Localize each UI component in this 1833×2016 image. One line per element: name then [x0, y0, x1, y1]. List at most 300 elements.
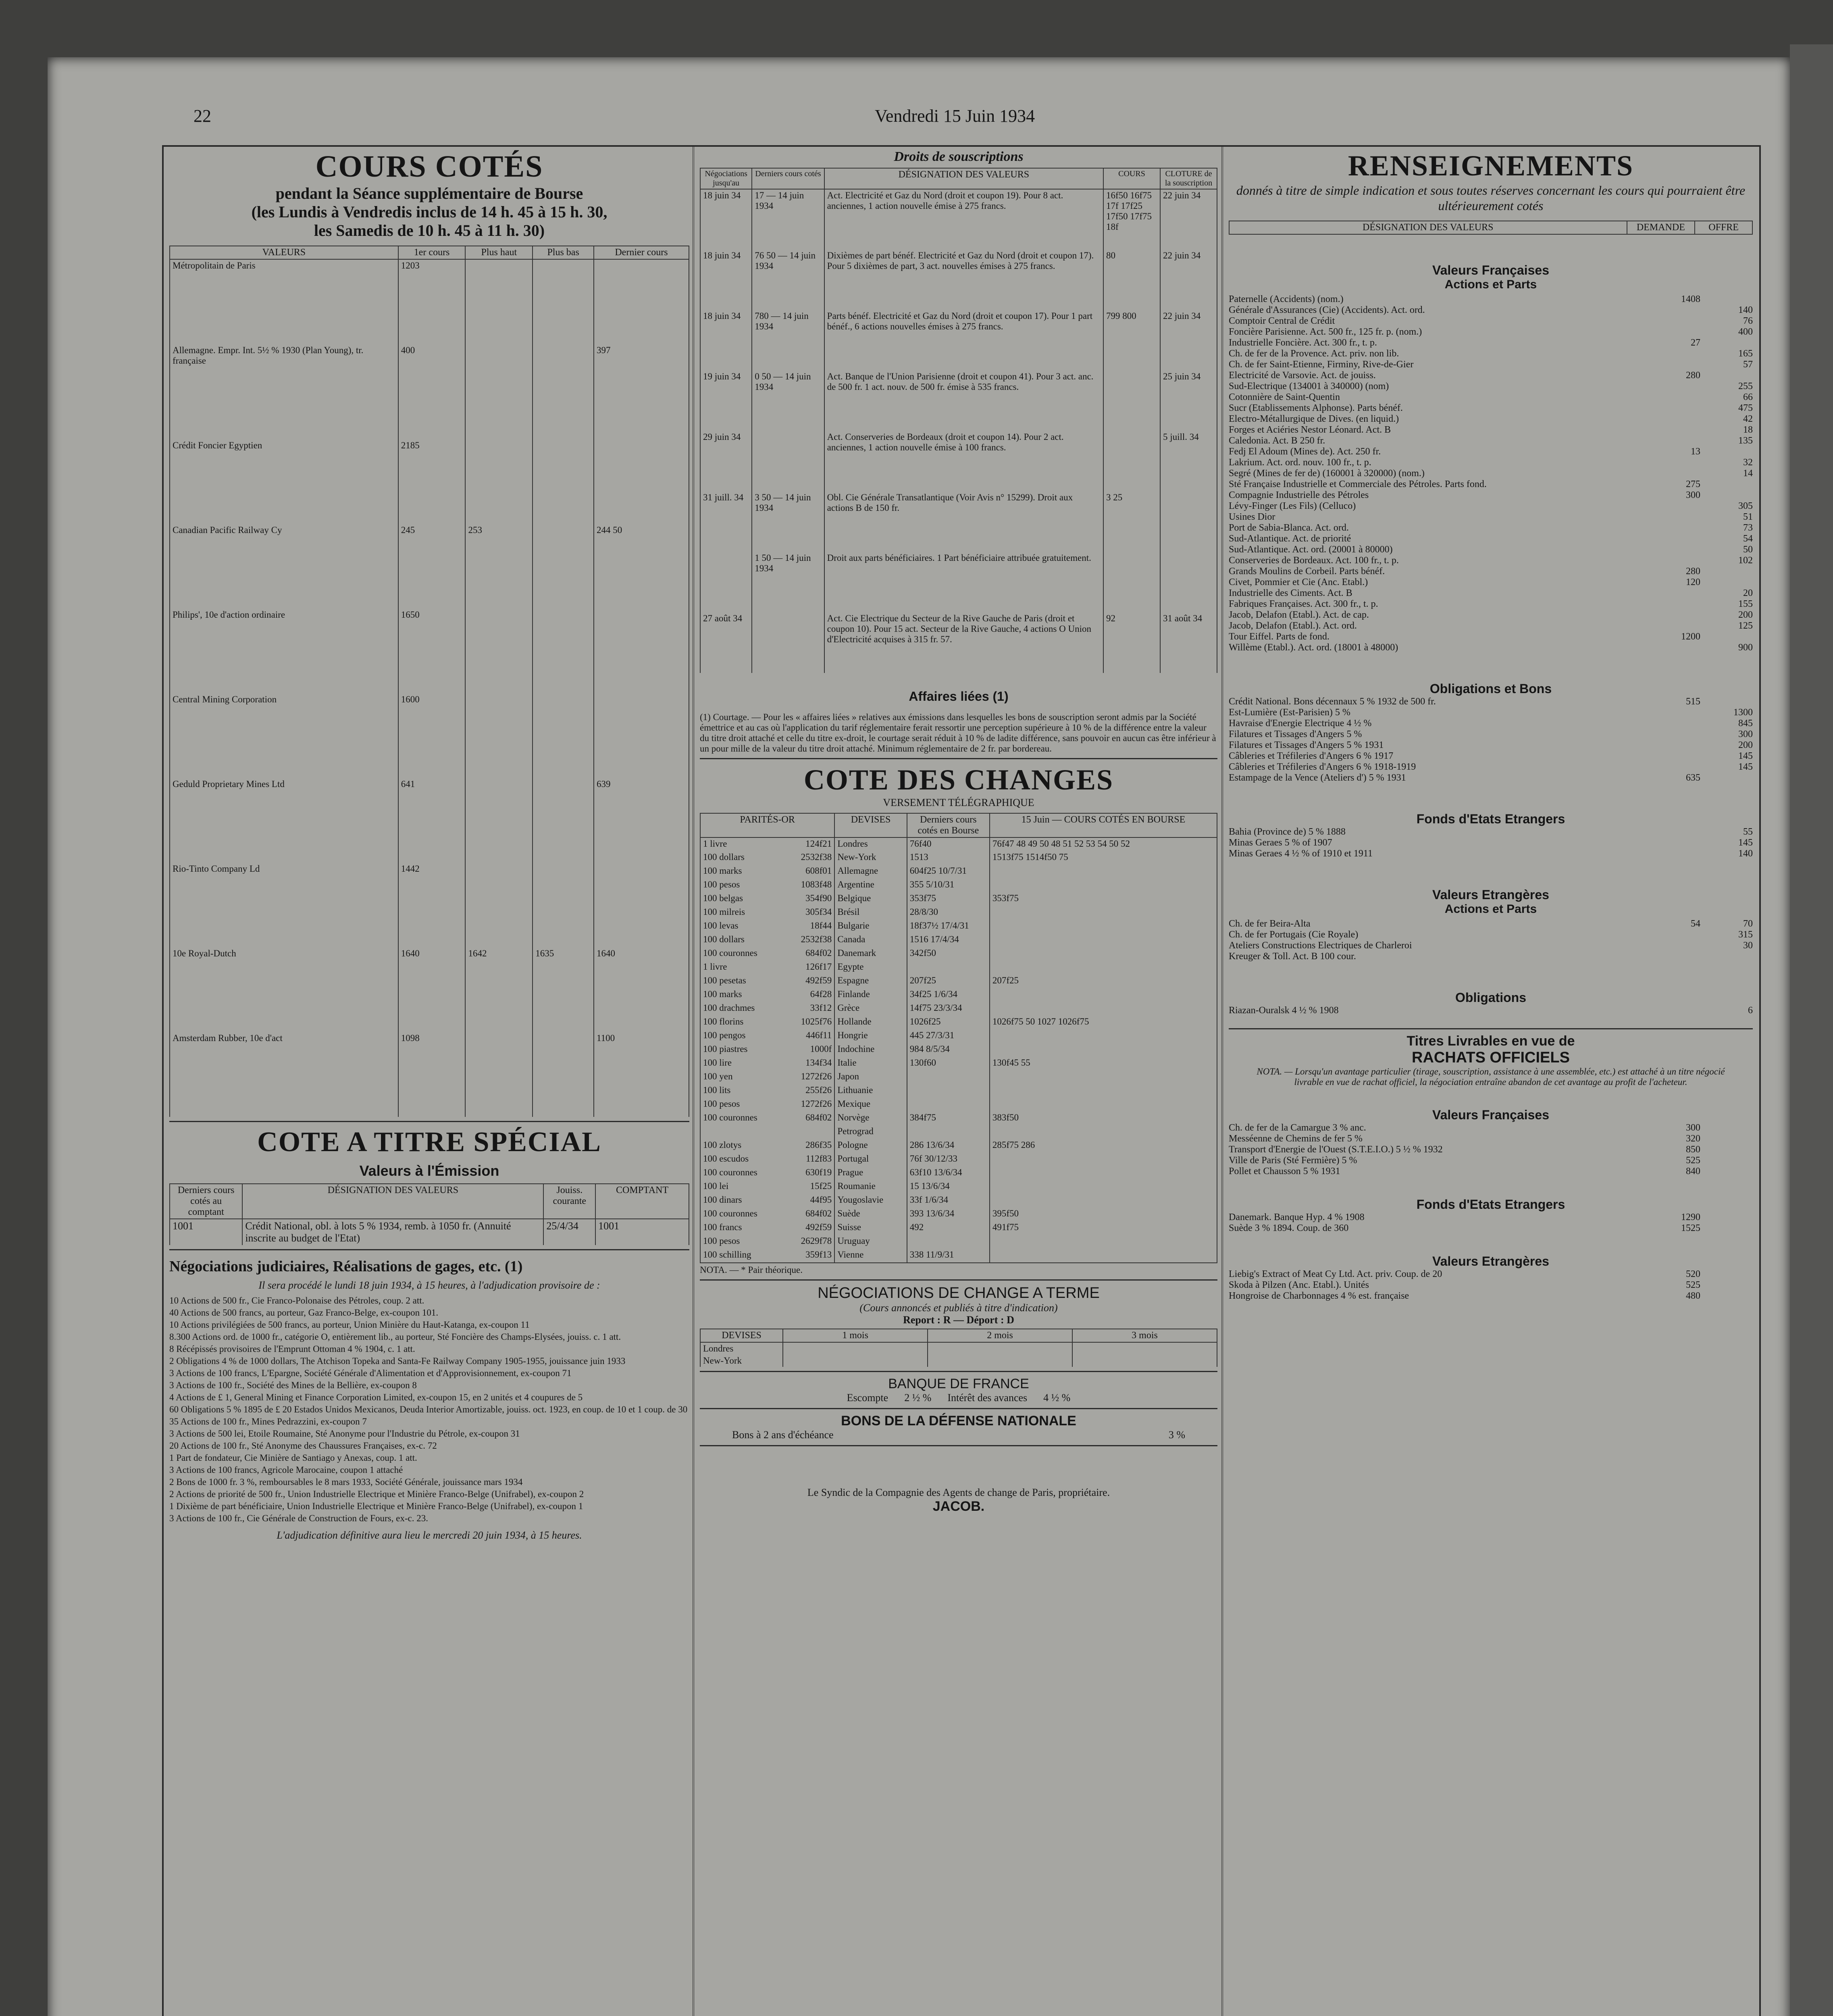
- section-row: [1229, 305, 1753, 316]
- changes-parite-value: 2532f38: [801, 852, 832, 862]
- row-demande: 275: [1686, 479, 1700, 489]
- changes-cell-4: 76f47 48 49 50 48 51 52 53 54 50 52: [990, 837, 1217, 851]
- changes-cell-2: Hollande: [834, 1016, 907, 1029]
- row-offre: [1700, 1269, 1753, 1280]
- rachats-title-1: Titres Livrables en vue de: [1406, 1033, 1575, 1049]
- changes-cell-parite: [700, 892, 834, 906]
- changes-cell-3: 286 13/6/34: [907, 1139, 990, 1153]
- changes-parite-unit: 100 pesos: [703, 1236, 740, 1246]
- row-offre: 18: [1743, 425, 1753, 435]
- droits-col-cloture: CLOTURE de la souscription: [1160, 168, 1217, 189]
- droits-cell-cloture: 25 juin 34: [1160, 371, 1217, 431]
- row-demande: [1640, 621, 1700, 631]
- row-offre: [1700, 1212, 1753, 1223]
- row-offre: 135: [1738, 435, 1753, 446]
- cours-cotes-cell-last: 244 50: [594, 524, 689, 536]
- row-offre: [1700, 773, 1753, 783]
- row-name: Ch. de fer de la Provence. Act. priv. non lib.: [1229, 348, 1399, 359]
- droits-cell-last: 17 — 14 juin 1934: [752, 189, 824, 250]
- row-demande: 280: [1686, 566, 1700, 577]
- negociation-item: 3 Actions de 100 fr., Société des Mines de la Bellière, ex-coupon 8: [169, 1380, 417, 1390]
- changes-cell-3: 353f75: [907, 892, 990, 906]
- row-offre: [1700, 1155, 1753, 1166]
- section-row: [1229, 918, 1753, 929]
- section-title: Fonds d'Etats Etrangers: [1416, 812, 1565, 826]
- row-demande: 300: [1686, 490, 1700, 500]
- cours-cotes-spacer: [170, 272, 689, 284]
- cours-cotes-spacer: [170, 585, 689, 597]
- changes-parite-value: 2532f38: [801, 934, 832, 944]
- cours-cotes-cell-first: 641: [398, 778, 466, 790]
- droits-row: [700, 371, 1217, 431]
- changes-cell-2: Roumanie: [834, 1180, 907, 1194]
- row-demande: [1640, 951, 1700, 962]
- changes-cell-3: 445 27/3/31: [907, 1029, 990, 1043]
- changes-cell-3: [907, 1070, 990, 1084]
- row-demande: [1640, 707, 1700, 718]
- emission-last: 1001: [170, 1219, 242, 1245]
- terme-subtitle: (Cours annoncés et publiés à titre d'indication): [859, 1302, 1058, 1314]
- changes-parite-value: 684f02: [805, 948, 832, 958]
- changes-row: [700, 1084, 1217, 1098]
- section-row: [1229, 1144, 1753, 1155]
- cours-cotes-cell-high: [465, 1032, 533, 1044]
- row-demande: 120: [1686, 577, 1700, 587]
- row-demande: 27: [1691, 337, 1700, 348]
- changes-cell-2: Yougoslavie: [834, 1194, 907, 1208]
- row-name: Tour Eiffel. Parts de fond.: [1229, 631, 1329, 642]
- cours-cotes-spacer: [170, 790, 689, 802]
- row-offre: 200: [1738, 740, 1753, 750]
- row-name: Sud-Atlantique. Act. ord. (20001 à 80000): [1229, 544, 1393, 555]
- changes-cell-3: [907, 1235, 990, 1249]
- row-offre: [1700, 951, 1753, 962]
- row-offre: 300: [1738, 729, 1753, 739]
- changes-cell-3: 338 11/9/31: [907, 1249, 990, 1262]
- row-demande: [1640, 940, 1700, 951]
- changes-cell-2: Canada: [834, 933, 907, 947]
- changes-cell-2: Allemagne: [834, 865, 907, 879]
- cours-cotes-cell-name: Central Mining Corporation: [170, 694, 398, 706]
- cours-cotes-cell-name: Rio-Tinto Company Ld: [170, 863, 398, 875]
- row-offre: 66: [1743, 392, 1753, 402]
- changes-parite-value: 492f59: [805, 975, 832, 985]
- cours-cotes-spacer: [170, 500, 689, 512]
- changes-parite-value: 354f90: [805, 893, 832, 903]
- changes-row: [700, 906, 1217, 920]
- row-offre: 145: [1738, 751, 1753, 761]
- affaires-liees: Affaires liées (1): [909, 689, 1009, 704]
- changes-cell-2: Petrograd: [834, 1125, 907, 1139]
- changes-cell-parite: [700, 865, 834, 879]
- changes-cell-3: 1516 17/4/34: [907, 933, 990, 947]
- changes-cell-parite: [700, 906, 834, 920]
- row-name: Caledonia. Act. B 250 fr.: [1229, 435, 1325, 446]
- section-row: [1229, 381, 1753, 392]
- cours-cotes-spacer: [170, 911, 689, 923]
- row-offre: 32: [1743, 457, 1753, 468]
- changes-cell-parite: [700, 1125, 834, 1139]
- cours-cotes-subtitle3: les Samedis de 10 h. 45 à 11 h. 30): [314, 221, 545, 240]
- changes-row: [700, 1029, 1217, 1043]
- row-offre: 305: [1738, 501, 1753, 511]
- section-row: [1229, 729, 1753, 740]
- section-row: [1229, 501, 1753, 512]
- changes-row: [700, 933, 1217, 947]
- cours-cotes-cell-first: 1650: [398, 609, 466, 621]
- row-demande: 520: [1686, 1269, 1700, 1279]
- row-offre: [1700, 294, 1753, 305]
- row-name: Estampage de la Vence (Ateliers d') 5 % 1931: [1229, 773, 1406, 783]
- negociation-item: 8.300 Actions ord. de 1000 fr., catégorie O, entièrement lib., au porteur, Sté Foncière des Champs-Elysées, jouiss. c. 1 att.: [169, 1332, 621, 1342]
- cours-cotes-spacer: [170, 851, 689, 863]
- changes-row: [700, 1070, 1217, 1084]
- changes-row: [700, 1166, 1217, 1180]
- negociations-outro: L'adjudication définitive aura lieu le mercredi 20 juin 1934, à 15 heures.: [277, 1529, 582, 1541]
- changes-row: [700, 837, 1217, 851]
- changes-cell-parite: [700, 1016, 834, 1029]
- cours-cotes-cell-high: [465, 439, 533, 452]
- changes-cell-parite: [700, 851, 834, 865]
- section-row: [1229, 837, 1753, 848]
- section-row: [1229, 827, 1753, 837]
- column-divider-2: [1221, 146, 1223, 2016]
- changes-cell-parite: [700, 1057, 834, 1070]
- droits-cell-cours: 16f50 16f75 17f 17f25 17f50 17f75 18f: [1103, 189, 1160, 250]
- row-demande: [1640, 316, 1700, 327]
- row-offre: 20: [1743, 588, 1753, 598]
- cours-cotes-spacer: [170, 633, 689, 645]
- changes-parite-value: 134f34: [805, 1058, 832, 1068]
- changes-parite-unit: 100 dollars: [703, 934, 745, 944]
- section-row: [1229, 1005, 1753, 1016]
- section-row: [1229, 929, 1753, 940]
- negociation-item: 2 Bons de 1000 fr. 3 %, remboursables le 8 mars 1933, Société Générale, jouissance mars 1934: [169, 1477, 523, 1487]
- banque-escompte-label: Escompte: [847, 1392, 888, 1404]
- row-demande: [1640, 523, 1700, 533]
- changes-cell-4: [990, 1249, 1217, 1262]
- row-name: Forges et Aciéries Nestor Léonard. Act. B: [1229, 425, 1391, 435]
- changes-cell-parite: [700, 1180, 834, 1194]
- changes-parite-value: 255f26: [805, 1085, 832, 1095]
- changes-parite-value: 359f13: [805, 1250, 832, 1260]
- banque-rates: [700, 1392, 1217, 1404]
- cours-cotes-cell-first: 400: [398, 344, 466, 367]
- changes-cell-4: [990, 1029, 1217, 1043]
- cours-cotes-cell-low: [533, 524, 594, 536]
- row-demande: [1640, 392, 1700, 403]
- row-name: Industrielle des Ciments. Act. B: [1229, 588, 1352, 598]
- changes-cell-4: [990, 933, 1217, 947]
- section-title: Valeurs Etrangères: [1432, 1254, 1549, 1268]
- col-last: Dernier cours: [594, 246, 689, 259]
- row-demande: [1640, 533, 1700, 544]
- changes-cell-4: [990, 1166, 1217, 1180]
- changes-cell-parite: [700, 1221, 834, 1235]
- row-offre: 50: [1743, 544, 1753, 555]
- section-row: [1229, 610, 1753, 621]
- changes-cell-4: [990, 906, 1217, 920]
- row-offre: 475: [1738, 403, 1753, 413]
- row-demande: [1640, 729, 1700, 740]
- changes-cell-4: [990, 879, 1217, 892]
- changes-cell-parite: [700, 1112, 834, 1125]
- cours-cotes-spacer: [170, 415, 689, 427]
- cours-cotes-cell-last: 397: [594, 344, 689, 367]
- cours-cotes-row: [170, 344, 689, 367]
- changes-col-devise: DEVISES: [834, 813, 907, 837]
- row-demande: [1640, 327, 1700, 337]
- row-demande: 515: [1686, 696, 1700, 707]
- cours-cotes-cell-last: [594, 863, 689, 875]
- cours-cotes-spacer: [170, 296, 689, 308]
- negociations-title: Négociations judiciaires, Réalisations de gages, etc. (1): [169, 1258, 523, 1275]
- cours-cotes-cell-high: 253: [465, 524, 533, 536]
- changes-cell-4: [990, 961, 1217, 975]
- negociation-item: 10 Actions privilégiées de 500 francs, au porteur, Union Minière du Haut-Katanga, ex-coupon 11: [169, 1320, 530, 1330]
- changes-cell-parite: [700, 1166, 834, 1180]
- row-offre: 30: [1743, 940, 1753, 951]
- changes-cell-3: 342f50: [907, 947, 990, 961]
- cours-cotes-spacer: [170, 923, 689, 935]
- negociation-item: 3 Actions de 100 fr., Cie Générale de Construction de Fours, ex-c. 23.: [169, 1513, 428, 1523]
- cours-cotes-spacer: [170, 718, 689, 730]
- droits-cell-cloture: [1160, 552, 1217, 612]
- section-title: Valeurs Françaises: [1432, 263, 1549, 277]
- rens-col-offre: OFFRE: [1695, 221, 1752, 234]
- renseignements-body: [1229, 263, 1753, 1016]
- cours-cotes-cell-high: [465, 778, 533, 790]
- renseignements-header: [1229, 221, 1753, 235]
- section-row: [1229, 1123, 1753, 1133]
- negociation-item: 20 Actions de 100 fr., Sté Anonyme des Chaussures Françaises, ex-c. 72: [169, 1441, 437, 1451]
- droits-cell-last: 780 — 14 juin 1934: [752, 310, 824, 371]
- cours-cotes-cell-last: [594, 259, 689, 272]
- section: [1229, 681, 1753, 783]
- row-name: Skoda à Pilzen (Anc. Etabl.). Unités: [1229, 1280, 1369, 1290]
- col-valeurs: VALEURS: [170, 246, 398, 259]
- changes-col-last: Derniers cours cotés en Bourse: [907, 813, 990, 837]
- changes-cell-parite: [700, 1084, 834, 1098]
- changes-cell-4: [990, 988, 1217, 1002]
- changes-parite-value: 1025f76: [801, 1016, 832, 1027]
- cours-cotes-spacer: [170, 681, 689, 694]
- cours-cotes-cell-name: Canadian Pacific Railway Cy: [170, 524, 398, 536]
- row-demande: 300: [1686, 1123, 1700, 1133]
- cours-cotes-cell-low: [533, 863, 594, 875]
- changes-parite-value: 305f34: [805, 907, 832, 917]
- changes-table: [700, 813, 1217, 1262]
- section-row: [1229, 468, 1753, 479]
- row-demande: [1640, 544, 1700, 555]
- changes-parite-value: 492f59: [805, 1222, 832, 1232]
- negociation-item: 3 Actions de 500 lei, Etoile Roumaine, Sté Anonyme pour l'Industrie du Pétrole, ex-coupon 31: [169, 1429, 520, 1439]
- right-column: [1229, 149, 1753, 2016]
- changes-cell-3: [907, 961, 990, 975]
- section-row: [1229, 773, 1753, 783]
- changes-parite-unit: 1 livre: [703, 839, 727, 849]
- row-demande: [1640, 435, 1700, 446]
- row-name: Messéenne de Chemins de fer 5 %: [1229, 1133, 1363, 1144]
- cours-cotes-spacer: [170, 464, 689, 476]
- section-row: [1229, 425, 1753, 435]
- droits-cell-last: [752, 431, 824, 492]
- row-name: Pollet et Chausson 5 % 1931: [1229, 1166, 1340, 1177]
- rachats-note: NOTA. — Lorsqu'un avantage particulier (tirage, souscription, assistance à une assemblée, etc.) est attaché à un titre négocié livrable en vue de rachat officiel, la négociation entraîne abandon de cet avantage au profit de l'acheteur.: [1257, 1066, 1725, 1087]
- changes-parite-unit: 100 lits: [703, 1085, 731, 1095]
- changes-cell-4: 1513f75 1514f50 75: [990, 851, 1217, 865]
- section-row: [1229, 348, 1753, 359]
- section-row: [1229, 740, 1753, 751]
- droits-cell-cloture: [1160, 492, 1217, 552]
- row-demande: [1640, 718, 1700, 729]
- cours-cotes-cell-first: 1600: [398, 694, 466, 706]
- changes-parite-unit: 1 livre: [703, 962, 727, 972]
- droits-cell-cloture: 5 juill. 34: [1160, 431, 1217, 492]
- changes-parite-unit: 100 couronnes: [703, 948, 757, 958]
- row-demande: [1640, 588, 1700, 599]
- cours-cotes-spacer: [170, 1068, 689, 1081]
- changes-cell-4: 1026f75 50 1027 1026f75: [990, 1016, 1217, 1029]
- section-row: [1229, 577, 1753, 588]
- droits-cell-cours: [1103, 552, 1160, 612]
- row-offre: 140: [1738, 305, 1753, 315]
- row-demande: [1640, 305, 1700, 316]
- row-demande: 1290: [1681, 1212, 1700, 1223]
- row-name: Sucr (Etablissements Alphonse). Parts bénéf.: [1229, 403, 1403, 413]
- row-offre: 255: [1738, 381, 1753, 392]
- changes-cell-3: 130f60: [907, 1057, 990, 1070]
- row-name: Comptoir Central de Crédit: [1229, 316, 1335, 326]
- changes-parite-unit: 100 piastres: [703, 1044, 748, 1054]
- changes-cell-2: Indochine: [834, 1043, 907, 1057]
- bons-row: [700, 1429, 1217, 1441]
- changes-parite-unit: 100 pesos: [703, 1099, 740, 1109]
- cours-cotes-spacer: [170, 1008, 689, 1020]
- row-offre: [1700, 1223, 1753, 1234]
- row-demande: [1640, 512, 1700, 523]
- changes-cell-3: 604f25 10/7/31: [907, 865, 990, 879]
- row-offre: 42: [1743, 414, 1753, 424]
- changes-cell-2: Uruguay: [834, 1235, 907, 1249]
- row-demande: 280: [1686, 370, 1700, 381]
- section-subtitle: Actions et Parts: [1444, 278, 1537, 291]
- changes-cell-3: 14f75 23/3/34: [907, 1002, 990, 1016]
- row-name: Cotonnière de Saint-Quentin: [1229, 392, 1340, 402]
- row-offre: [1700, 479, 1753, 490]
- cours-cotes-spacer: [170, 1105, 689, 1117]
- cours-cotes-cell-high: [465, 609, 533, 621]
- row-name: Filatures et Tissages d'Angers 5 %: [1229, 729, 1362, 739]
- changes-parite-unit: 100 couronnes: [703, 1112, 757, 1123]
- changes-parite-value: 630f19: [805, 1167, 832, 1177]
- changes-row: [700, 892, 1217, 906]
- terme-col-3m: 3 mois: [1072, 1329, 1217, 1342]
- changes-row: [700, 961, 1217, 975]
- row-name: Jacob, Delafon (Etabl.). Act. ord.: [1229, 621, 1357, 631]
- cours-cotes-row: [170, 863, 689, 875]
- cours-cotes-cell-last: [594, 439, 689, 452]
- row-name: Willème (Etabl.). Act. ord. (18001 à 48000): [1229, 642, 1398, 653]
- changes-parite-unit: 100 dinars: [703, 1195, 742, 1205]
- row-offre: 55: [1743, 827, 1753, 837]
- changes-col-cours: 15 Juin — COURS COTÉS EN BOURSE: [990, 813, 1217, 837]
- row-demande: 320: [1686, 1133, 1700, 1144]
- changes-parite-value: 684f02: [805, 1112, 832, 1123]
- changes-cell-4: 130f45 55: [990, 1057, 1217, 1070]
- section-row: [1229, 718, 1753, 729]
- left-column: [169, 149, 689, 2016]
- droits-cell-name: Act. Conserveries de Bordeaux (droit et coupon 14). Pour 2 act. anciennes, 1 action nouvelle émise à 100 francs.: [824, 431, 1103, 492]
- changes-row: [700, 1208, 1217, 1221]
- changes-cell-4: [990, 1235, 1217, 1249]
- changes-parite-value: 112f83: [806, 1154, 832, 1164]
- row-demande: [1640, 381, 1700, 392]
- rachats-title-2: RACHATS OFFICIELS: [1412, 1049, 1570, 1066]
- changes-cell-parite: [700, 947, 834, 961]
- cours-cotes-spacer: [170, 996, 689, 1008]
- row-name: Sud-Atlantique. Act. de priorité: [1229, 533, 1351, 544]
- cours-cotes-cell-last: 1100: [594, 1032, 689, 1044]
- row-name: Bahia (Province de) 5 % 1888: [1229, 827, 1346, 837]
- droits-row: [700, 310, 1217, 371]
- changes-parite-unit: 100 levas: [703, 921, 739, 931]
- renseignements-subtitle: donnés à titre de simple indication et sous toutes réserves concernant les cours qui pourraient être ultérieurement cotés: [1236, 183, 1746, 213]
- cours-cotes-spacer: [170, 875, 689, 887]
- terme-legend: Report : R — Déport : D: [903, 1314, 1014, 1326]
- changes-cell-parite: [700, 988, 834, 1002]
- changes-row: [700, 1221, 1217, 1235]
- cours-cotes-spacer: [170, 560, 689, 573]
- cours-cotes-cell-last: 639: [594, 778, 689, 790]
- cours-cotes-row: [170, 439, 689, 452]
- row-offre: 14: [1743, 468, 1753, 479]
- row-demande: [1640, 610, 1700, 621]
- changes-cell-2: Vienne: [834, 1249, 907, 1262]
- changes-cell-parite: [700, 1098, 834, 1112]
- changes-parite-unit: 100 lire: [703, 1058, 732, 1068]
- droits-cell-last: 1 50 — 14 juin 1934: [752, 552, 824, 612]
- row-offre: 54: [1743, 533, 1753, 544]
- section-row: [1229, 1280, 1753, 1291]
- emission-jouiss: 25/4/34: [543, 1219, 595, 1245]
- row-demande: [1640, 751, 1700, 762]
- row-demande: [1640, 403, 1700, 414]
- terme-title: NÉGOCIATIONS DE CHANGE A TERME: [818, 1285, 1100, 1302]
- changes-cell-3: [907, 1125, 990, 1139]
- row-demande: [1640, 929, 1700, 940]
- changes-parite-value: 1000f: [810, 1044, 832, 1054]
- changes-cell-2: New-York: [834, 851, 907, 865]
- row-offre: 145: [1738, 762, 1753, 772]
- row-name: Hongroise de Charbonnages 4 % est. française: [1229, 1291, 1409, 1301]
- row-offre: 315: [1738, 929, 1753, 940]
- section-row: [1229, 457, 1753, 468]
- droits-row: [700, 189, 1217, 250]
- cours-cotes-spacer: [170, 476, 689, 488]
- changes-cell-parite: [700, 1249, 834, 1262]
- section-row: [1229, 490, 1753, 501]
- cours-cotes-row: [170, 524, 689, 536]
- cours-cotes-cell-name: Philips', 10e d'action ordinaire: [170, 609, 398, 621]
- row-offre: [1700, 1144, 1753, 1155]
- cours-cotes-spacer: [170, 308, 689, 320]
- droits-cell-cours: [1103, 371, 1160, 431]
- bons-title: BONS DE LA DÉFENSE NATIONALE: [841, 1413, 1076, 1429]
- changes-cell-4: [990, 1125, 1217, 1139]
- row-demande: [1640, 359, 1700, 370]
- cote-titre-special-title: COTE A TITRE SPÉCIAL: [257, 1127, 601, 1158]
